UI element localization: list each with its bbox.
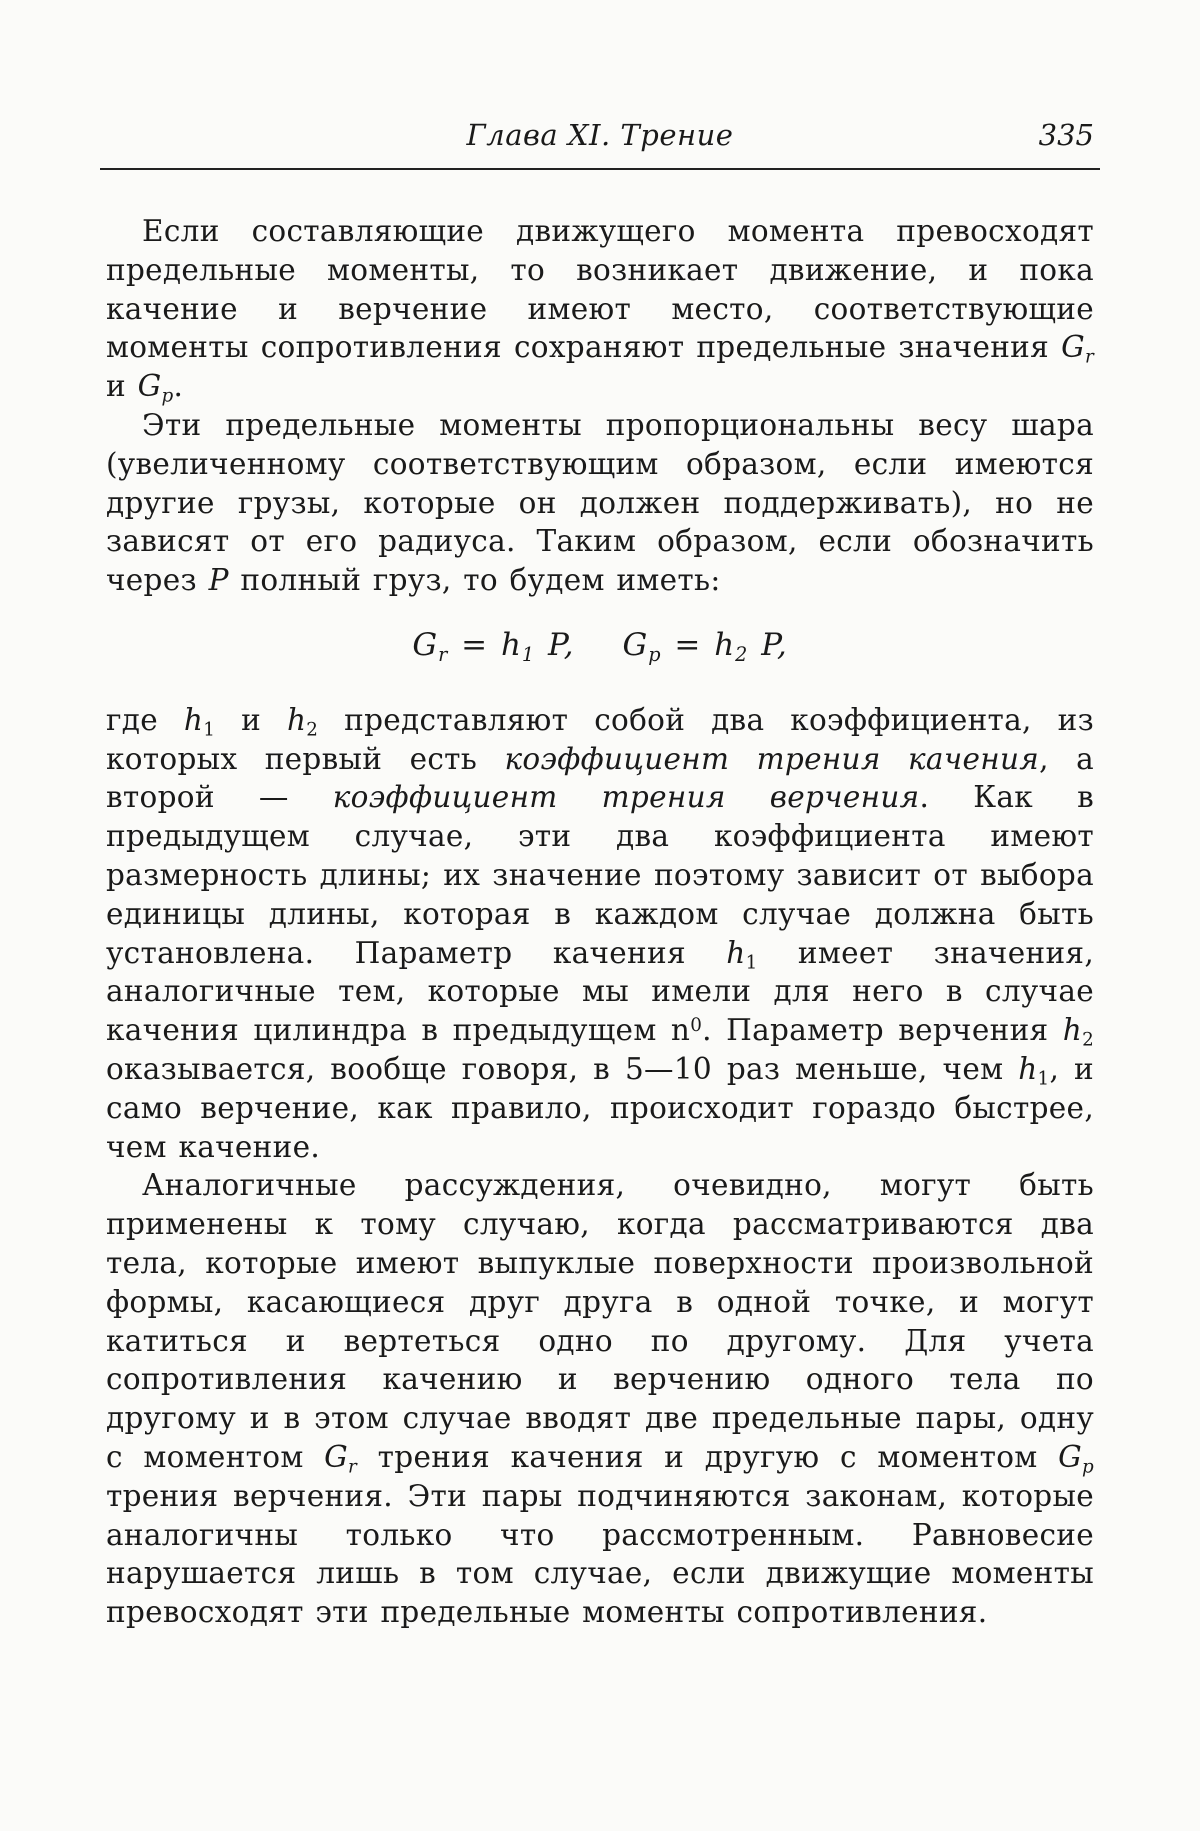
symbol-G: G [622, 626, 649, 663]
text-run: . [173, 369, 184, 404]
text-run: трения качения и другую с моментом [357, 1439, 1059, 1474]
section-ref-degree: 0 [690, 1015, 703, 1036]
comma: , [563, 626, 575, 663]
running-title: Глава XI. Трение [466, 118, 734, 152]
paragraph-3 [106, 701, 1094, 1167]
subscript-1: 1 [203, 719, 216, 741]
subscript-r: r [348, 1456, 358, 1478]
page-number: 335 [1038, 118, 1094, 152]
subscript-1: 1 [745, 952, 758, 974]
paragraph-2 [106, 406, 1094, 600]
subscript-2: 2 [306, 719, 319, 741]
text-run: представляют собой два коэффициента, из которых первый есть [106, 702, 1095, 776]
text-run: имеет значения, аналогичные тем, которые мы имели для него в случае качения цилиндра в предыдущем [106, 935, 1094, 1048]
page-header [100, 118, 1100, 166]
equation-line [106, 626, 1094, 665]
symbol-P: P [548, 626, 564, 663]
equals-sign: = [661, 626, 715, 663]
symbol-h: h [726, 935, 746, 970]
text-run: Эти предельные моменты пропорциональны весу шара (увеличенному соответствующим образом, если имеются другие грузы, которые он должен поддерживать), но не зависят от его радиуса. Таким образом, если обозначить через [106, 407, 1094, 598]
text-run: , и само верчение, как правило, происходит гораздо быстрее, чем качение. [106, 1051, 1094, 1164]
text-run: и [106, 369, 138, 404]
subscript-1: 1 [1037, 1068, 1050, 1090]
symbol-G: G [137, 369, 162, 404]
symbol-h: h [714, 626, 736, 663]
text-run: Аналогичные рассуждения, очевидно, могут быть применены к тому случаю, когда рассматриваются два тела, которые имеют выпуклые поверхности произвольной формы, касающиеся друг друга в одной точке, и могут катиться и вертеться одно по другому. Для учета сопротивления качению и верчению одного тела по другому и в этом случае вводят две предельные пары, одну с моментом [106, 1168, 1094, 1474]
symbol-h: h [1018, 1051, 1038, 1086]
subscript-r: r [438, 642, 449, 666]
term-rolling-friction: коэффициент трения качения [504, 741, 1040, 776]
subscript-2: 2 [1082, 1029, 1094, 1051]
subscript-1: 1 [521, 642, 536, 666]
section-ref: n [670, 1013, 691, 1048]
paragraph-1 [106, 212, 1094, 406]
page-body [106, 212, 1094, 1632]
subscript-2: 2 [735, 642, 749, 666]
subscript-r: r [1084, 346, 1094, 368]
symbol-G: G [412, 626, 439, 663]
symbol-G: G [324, 1439, 349, 1474]
comma: , [776, 626, 788, 663]
symbol-P: P [761, 626, 777, 663]
text-run: , а второй — [106, 741, 1094, 815]
text-run: и [215, 702, 287, 737]
header-rule [100, 168, 1100, 170]
text-run: оказывается, вообще говоря, в 5—10 раз меньше, чем [106, 1051, 1019, 1086]
text-run: полный груз, то будем иметь: [228, 563, 721, 598]
subscript-p: p [648, 642, 662, 666]
term-spinning-friction: коэффициент трения верчения [332, 780, 920, 815]
symbol-h: h [1062, 1013, 1083, 1048]
symbol-h: h [500, 626, 522, 663]
equals-sign: = [448, 626, 501, 663]
text-run: где [106, 702, 184, 737]
symbol-P: P [208, 563, 229, 598]
text-run: . Как в предыдущем случае, эти два коэффициента имеют размерность длины; их значение поэтому зависит от выбора единицы длины, которая в каждом случае должна быть установлена. Параметр качения [106, 780, 1094, 970]
symbol-G: G [1061, 330, 1085, 365]
subscript-p: p [1081, 1456, 1094, 1478]
paragraph-4 [106, 1166, 1094, 1632]
symbol-h: h [183, 702, 204, 737]
symbol-h: h [286, 702, 307, 737]
symbol-G: G [1058, 1439, 1082, 1474]
text-run: . Параметр верчения [702, 1013, 1063, 1048]
subscript-p: p [161, 385, 174, 407]
text-run: трения верчения. Эти пары подчиняются законам, которые аналогичны только что рассмотренным. Равновесие нарушается лишь в том случае, если движущие моменты превосходят эти предельные моменты сопротивления. [106, 1478, 1094, 1630]
text-run: Если составляющие движущего момента превосходят предельные моменты, то возникает движение, и пока качение и верчение имеют место, соответствующие моменты сопротивления сохраняют предельные значения [106, 214, 1094, 365]
